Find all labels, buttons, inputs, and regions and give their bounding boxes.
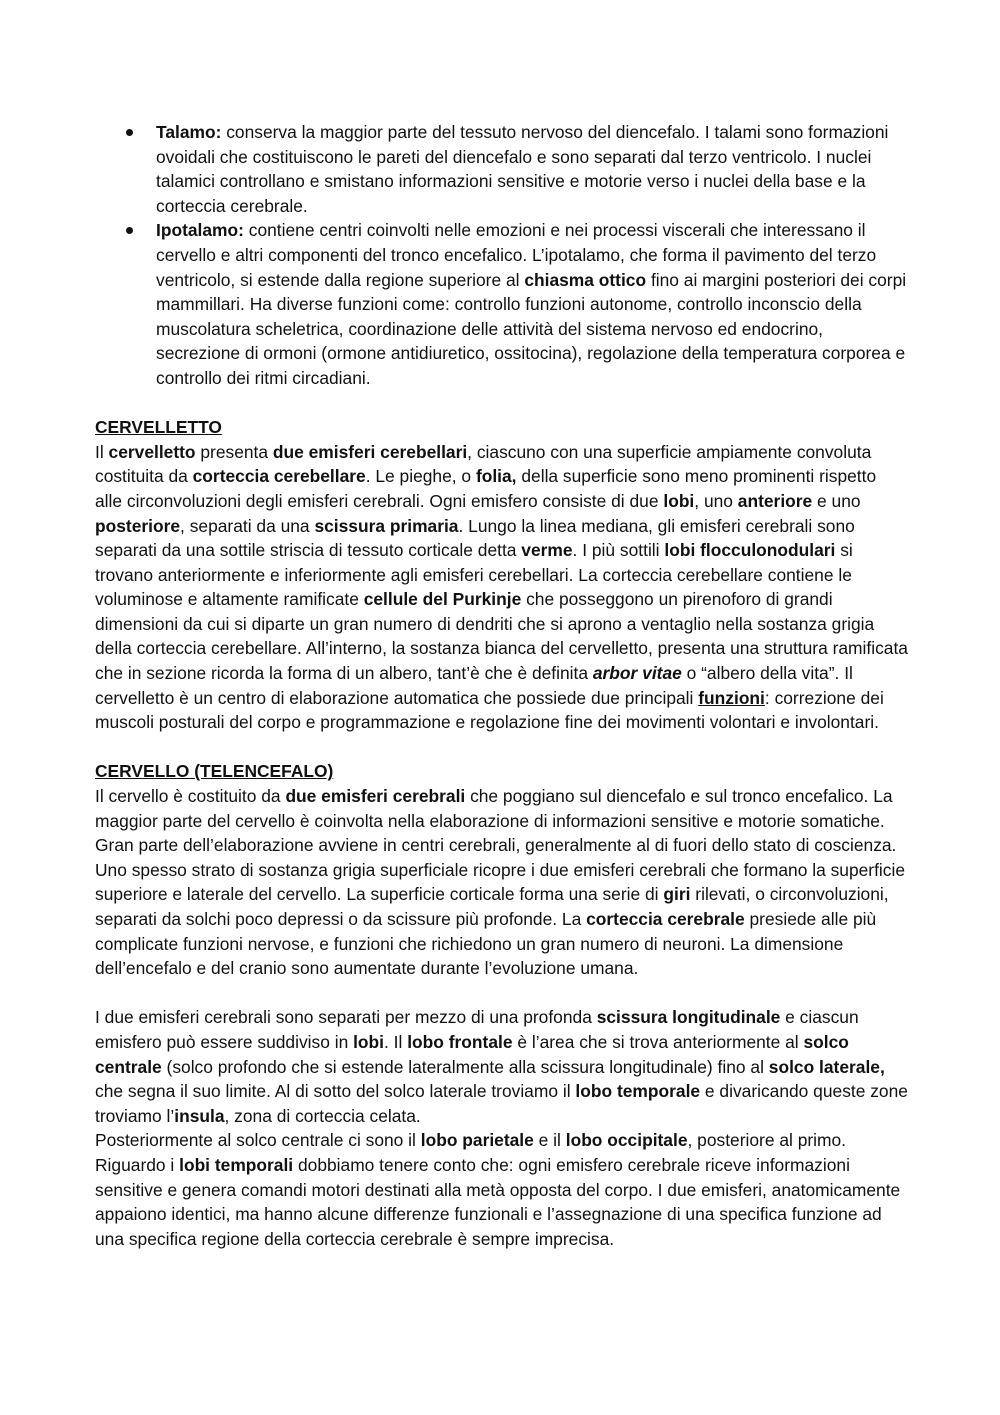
text-run: Il: [95, 441, 109, 462]
bold-term: scissura primaria: [314, 515, 459, 536]
text-run: presiede alle più complicate funzioni nervose, e funzioni che richiedono un gran numero di neuroni. La dimensione dell’encefalo e del cranio sono aumentate durante l’evoluzione umana.: [95, 909, 877, 979]
text-run: , posteriore al primo.: [687, 1130, 847, 1151]
bold-term: lobi: [663, 490, 695, 511]
bold-term: due emisferi cerebrali: [285, 786, 466, 807]
section-cervelletto: [95, 415, 908, 735]
bold-term: cellule del Purkinje: [363, 589, 522, 610]
cervello-paragraph-1: [95, 784, 908, 858]
bold-term: verme: [521, 540, 573, 561]
text-run: . Lungo la linea mediana, gli emisferi cerebrali sono separati da una sottile striscia di tessuto corticale detta: [95, 515, 855, 561]
bold-term: cervelletto: [108, 441, 196, 462]
text-run: che poggiano sul diencefalo e sul tronco encefalico. La maggior parte del cervello è coinvolta nella elaborazione di informazioni sensitive e motorie somatiche. Gran parte dell’elaborazione avviene in centri cerebrali, generalmente al di fuori dello stato di coscienza.: [95, 786, 897, 856]
bold-term: folia,: [475, 466, 517, 487]
bold-term: lobo parietale: [420, 1130, 534, 1151]
cervello-paragraph-3: [95, 1005, 908, 1128]
term-talamo: Talamo:: [156, 122, 222, 142]
text-run: Posteriormente al solco centrale ci sono il: [95, 1130, 421, 1151]
bold-term: posteriore: [95, 515, 181, 536]
bold-term: anteriore: [737, 490, 813, 511]
term-ipotalamo: Ipotalamo:: [156, 220, 244, 241]
talamo-description: conserva la maggior parte del tessuto nervoso del diencefalo. I talami sono formazioni ovoidali che costituiscono le pareti del diencefalo e sono separati dal terzo ventricolo. I nuclei talamici controllano e smistano informazioni sensitive e motorie verso i nuclei della base e la corteccia cerebrale.: [156, 122, 889, 216]
bold-term: lobi temporali: [179, 1154, 294, 1175]
text-run: I due emisferi cerebrali sono separati per mezzo di una profonda: [95, 1007, 597, 1028]
bold-term: solco laterale,: [768, 1056, 885, 1077]
text-run: e divaricando queste zone troviamo l’: [95, 1081, 908, 1126]
text-run: dobbiamo tenere conto che: ogni emisfero cerebrale riceve informazioni sensitive e genera comandi motori destinati alla metà opposta del corpo. I due emisferi, anatomicamente appaiono identici, ma hanno alcune differenze funzionali e l’assegnazione di una specifica funzione ad una specifica regione della corteccia cerebrale è sempre imprecisa.: [95, 1154, 901, 1249]
bold-term: scissura longitudinale: [596, 1007, 781, 1028]
text-run: . Il: [384, 1031, 408, 1052]
cervello-paragraph-2: [95, 858, 908, 981]
text-run: o “albero della vita”. Il cervelletto è un centro di elaborazione automatica che possiede due principali: [95, 663, 853, 708]
list-item-ipotalamo: [95, 218, 908, 390]
text-run: che segna il suo limite. Al di sotto del solco laterale troviamo il: [95, 1081, 576, 1102]
bold-term: corteccia cerebellare: [192, 466, 366, 487]
bold-term: lobi: [353, 1031, 385, 1052]
bold-term: solco centrale: [95, 1031, 849, 1077]
ipotalamo-text: fino ai margini posteriori dei corpi mammillari. Ha diverse funzioni come: controllo funzioni autonome, controllo inconscio della muscolatura scheletrica, coordinazione delle attività del sistema nervoso ed endocrino, secrezione di ormoni (ormone antidiuretico, ossitocina), regolazione della temperatura corporea e controllo dei ritmi circadiani.: [156, 269, 907, 388]
bullet-icon: [126, 227, 133, 234]
text-run: (solco profondo che si estende lateralmente alla scissura longitudinale) fino al: [161, 1056, 769, 1077]
text-run: , uno: [694, 490, 738, 511]
text-run: e uno: [812, 490, 861, 511]
bold-term: lobi flocculonodulari: [664, 540, 836, 561]
text-run: , separati da una: [180, 515, 315, 536]
text-run: rilevati, o circonvoluzioni, separati da solchi poco depressi o da scissure più profonde. La: [95, 884, 889, 929]
ipotalamo-text: contiene centri coinvolti nelle emozioni e nei processi viscerali che interessano il cervello e altri componenti del tronco encefalico. L’ipotalamo, che forma il pavimento del terzo ventricolo, si estende dalla regione superiore al: [156, 220, 877, 290]
text-run: che posseggono un pirenoforo di grandi dimensioni da cui si diparte un gran numero di dendriti che si aprono a ventaglio nella sostanza grigia della corteccia cerebellare. All’interno, la sostanza bianca del cervelletto, presenta una struttura ramificata che in sezione ricorda la forma di un albero, tant’è che è definita: [95, 589, 908, 684]
cervello-paragraph-5: [95, 1153, 908, 1251]
text-run: Uno spesso strato di sostanza grigia superficiale ricopre i due emisferi cerebrali che formano la superficie superiore e laterale del cervello. La superficie corticale forma una serie di: [95, 859, 906, 905]
list-item-talamo: [95, 120, 908, 218]
ipotalamo-bold-term: chiasma ottico: [524, 269, 647, 290]
bold-term: insula: [174, 1105, 225, 1126]
text-run: è l’area che si trova anteriormente al: [512, 1031, 804, 1052]
text-run: Riguardo i: [95, 1154, 180, 1175]
text-run: e ciascun emisfero può essere suddiviso in: [95, 1007, 859, 1052]
bullet-icon: [126, 129, 133, 136]
text-run: si trovano anteriormente e inferiormente agli emisferi cerebellari. La corteccia cerebellare contiene le voluminose e altamente ramificate: [95, 540, 853, 610]
bold-term: giri: [663, 884, 691, 905]
bold-term: due emisferi cerebellari: [272, 441, 468, 462]
text-run: e il: [533, 1130, 566, 1151]
bold-underlined-term: funzioni: [698, 687, 765, 708]
bold-term: lobo occipitale: [565, 1130, 688, 1151]
cervello-paragraph-4: [95, 1128, 908, 1153]
text-run: , ciascuno con una superficie ampiamente convoluta costituita da: [95, 441, 872, 487]
bold-term: lobo frontale: [407, 1031, 513, 1052]
text-run: , zona di corteccia celata.: [224, 1105, 421, 1126]
bold-term: lobo temporale: [575, 1081, 701, 1102]
text-run: . I più sottili: [572, 540, 665, 561]
section-heading-cervello: CERVELLO (TELENCEFALO): [95, 761, 334, 782]
paragraph-spacer: [95, 981, 908, 1006]
text-run: presenta: [195, 441, 273, 462]
section-heading-cervelletto: CERVELLETTO: [95, 417, 222, 438]
text-run: . Le pieghe, o: [365, 466, 476, 487]
text-run: della superficie sono meno prominenti rispetto alle circonvoluzioni degli emisferi cerebrali. Ogni emisfero consiste di due: [95, 466, 877, 511]
cervelletto-paragraph: [95, 440, 908, 735]
section-cervello: [95, 759, 908, 1251]
diencefalo-bullet-list: [95, 120, 908, 391]
text-run: : correzione dei muscoli posturali del corpo e programmazione e regolazione fine dei movimenti volontari e involontari.: [95, 687, 884, 733]
bold-term: corteccia cerebrale: [586, 909, 745, 929]
text-run: Il cervello è costituito da: [95, 786, 286, 807]
bold-italic-term: arbor vitae: [592, 663, 682, 684]
